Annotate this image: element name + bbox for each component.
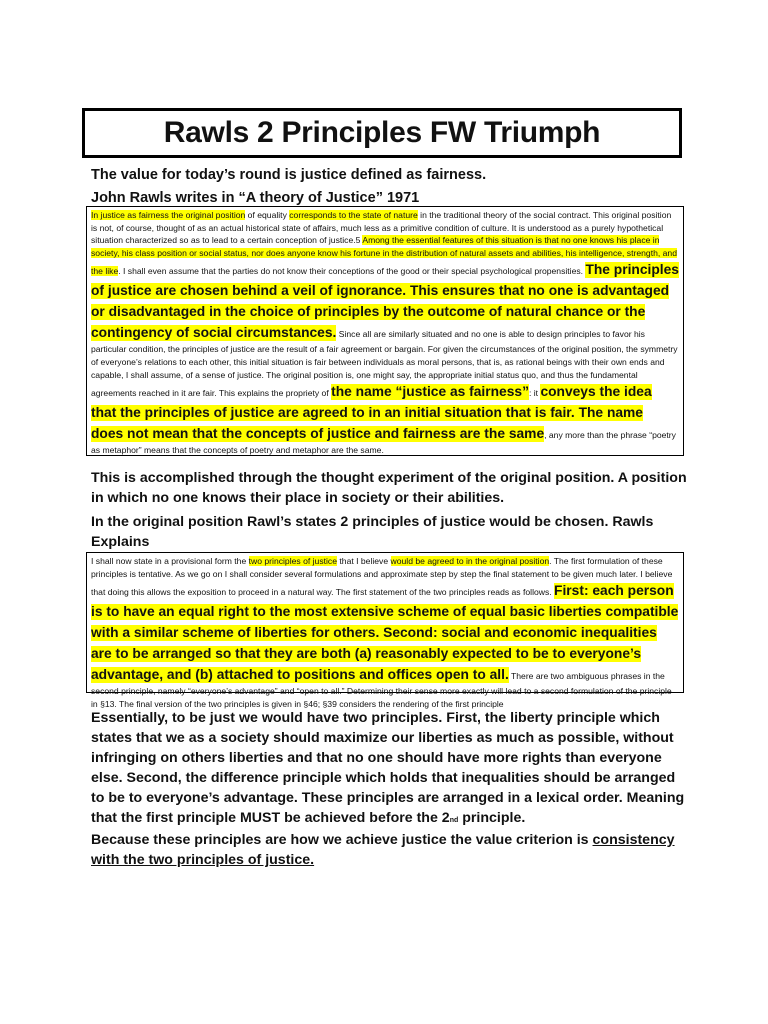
tagline-highlight: The principles of justice are chosen behind a veil of ignorance. This ensures that no one is advantaged or disadvantaged in the choice of principles by the outcome of natural chance or the contingency of social circumstances. bbox=[91, 262, 679, 341]
tagline-highlight: conveys the idea that the principles of justice are agreed to in an initial situation that is fair. The name does not mean that the concepts of justice and fairness are the same bbox=[91, 384, 652, 442]
tagline-highlight: the name “justice as fairness” bbox=[331, 384, 529, 400]
paragraph-value-criterion bbox=[91, 830, 691, 870]
paragraph-original-position: This is accomplished through the thought experiment of the original position. A position in which no one knows their place in society or their abilities. bbox=[91, 470, 687, 506]
intro-line-2: John Rawls writes in “A theory of Justice” 1971 bbox=[91, 190, 420, 206]
card-text: There are two ambiguous phrases in the second principle, namely “everyone’s advantage” and “open to all.” Determining their sense more exactly will lead to a second formulation of the principle in §13. The final version of the two principles is given in §46; §39 considers the rendering of the first principle bbox=[91, 671, 672, 709]
underlined-criterion: consistency with the two principles of justice. bbox=[91, 832, 675, 868]
card-text: in the traditional theory of the social contract. This original position is not, of course, thought of as an actual historical state of affairs, much less as a primitive condition of culture. It is understood as a purely hypothetical situation characterized so as to lead to a certain conception of justice.5 bbox=[91, 210, 672, 246]
card-text: : it bbox=[528, 388, 541, 399]
intro-line-1: The value for today’s round is justice defined as fairness. bbox=[91, 167, 487, 183]
paragraph-rawls-explains: In the original position Rawl’s states 2 principles of justice would be chosen. Rawls Explains bbox=[91, 514, 654, 550]
highlight: corresponds to the state of nature bbox=[289, 210, 418, 220]
intro bbox=[91, 164, 691, 210]
highlight: In justice as fairness the original position bbox=[91, 210, 246, 220]
card-text: . I shall even assume that the parties do not know their conceptions of the good or their special psychological propensities. bbox=[118, 266, 586, 277]
card-text: . The first formulation of these principles is tentative. As we go on I shall consider several formulations and approximate step by step the final statement to be given much later. I believe that doing this allows the exposition to proceed in a natural way. The first statement of the two principles reads as follows. bbox=[91, 556, 673, 598]
tagline-highlight: First: each person is to have an equal right to the most extensive scheme of equal basic liberties compatible with a similar scheme of liberties for others. Second: social and economic inequalities are to be arranged so that they are both (a) reasonably expected to be to everyone’s advantage, and (b) attached to positions and offices open to all. bbox=[91, 583, 679, 683]
card-text: I shall now state in a provisional form the bbox=[91, 556, 249, 566]
evidence-card-1 bbox=[86, 206, 684, 456]
ordinal-suffix: nd bbox=[449, 817, 459, 824]
highlight: Among the essential features of this situation is that no one knows his place in society, his class position or social status, nor does anyone know his fortune in the distribution of natural assets and abilities, his intelligence, strength, and the like bbox=[91, 235, 677, 277]
card-text: Since all are similarly situated and no one is able to design principles to favor his particular condition, the principles of justice are the result of a fair agreement or bargain. For given the circumstances of the original position, the symmetry of everyone’s relations to each other, this initial situation is fair between individuals as moral persons, that is, as rational beings with their own ends and capable, I shall assume, of a sense of justice. The original position is, one might say, the appropriate initial status quo, and thus the fundamental agreements reached in it are fair. This explains the propriety of bbox=[91, 329, 678, 399]
highlight: would be agreed to in the original position bbox=[390, 556, 550, 566]
page-title: Rawls 2 Principles FW Triumph bbox=[163, 116, 601, 149]
card-text: that I believe bbox=[337, 556, 391, 566]
paragraph-text: principle. bbox=[458, 810, 526, 826]
paragraph-text: Because these principles are how we achieve justice the value criterion is bbox=[91, 832, 593, 848]
card-text: of equality bbox=[245, 210, 290, 220]
evidence-card-2 bbox=[86, 552, 684, 709]
title-box bbox=[82, 108, 682, 158]
paragraph-two-principles bbox=[91, 708, 691, 831]
highlight: two principles of justice bbox=[248, 556, 338, 566]
card-text: , any more than the phrase “poetry as metaphor” means that the concepts of poetry and metaphor are the same. bbox=[91, 430, 676, 456]
paragraph-text: Essentially, to be just we would have two principles. First, the liberty principle which states that we as a society should maximize our liberties as much as possible, without infringing on others liberties and that no one should have more rights than everyone else. Second, the difference principle which holds that inequalities should be arranged to be to everyone’s advantage. These principles are arranged in a lexical order. Meaning that the first principle MUST be achieved before the 2 bbox=[91, 710, 685, 826]
